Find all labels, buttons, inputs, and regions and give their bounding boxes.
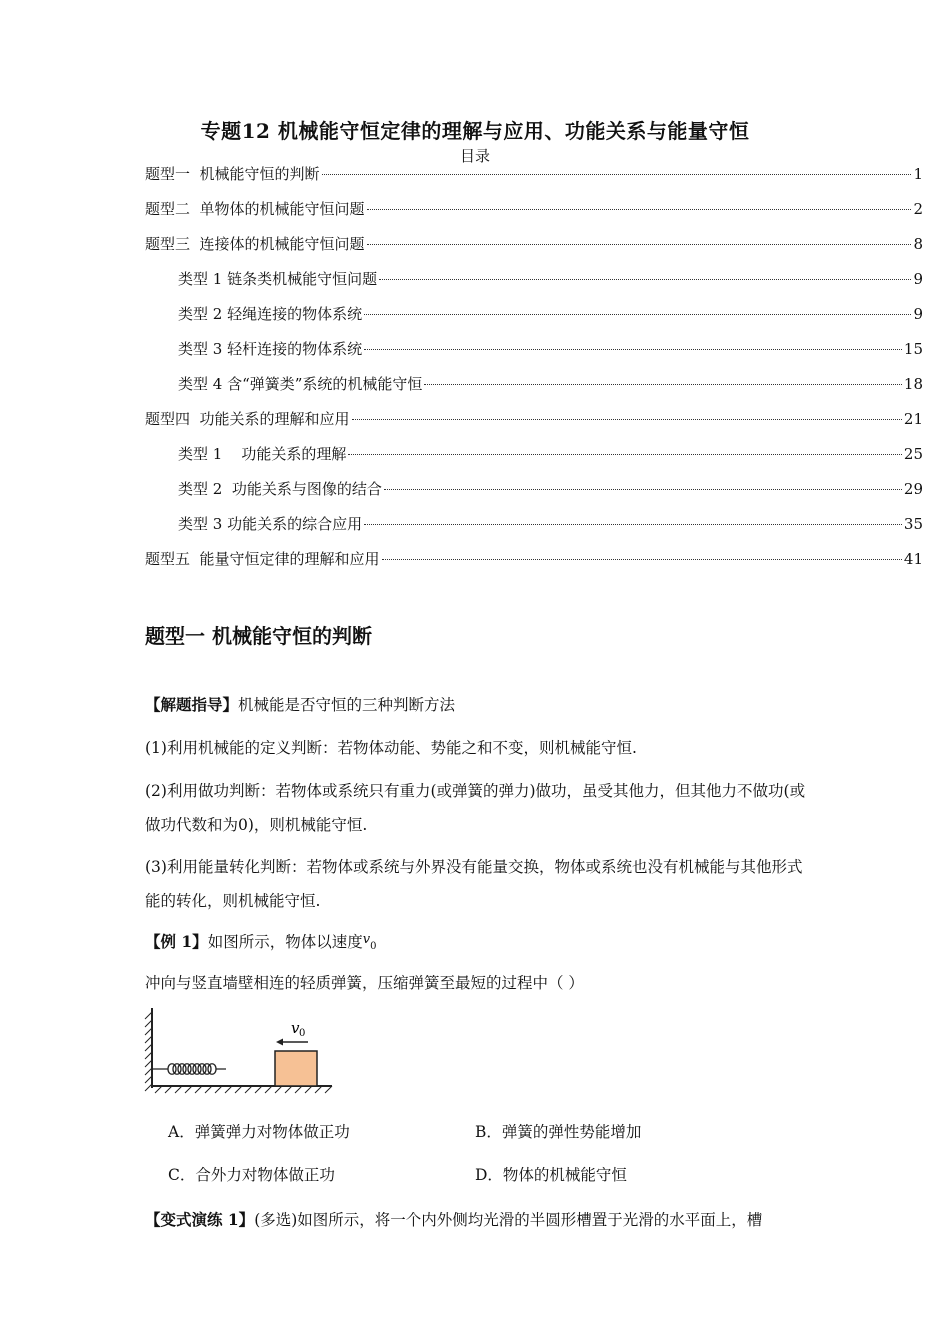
velocity-subscript: 0 (370, 941, 377, 953)
toc-subentry[interactable] (178, 303, 923, 327)
toc-leader-dots (364, 314, 911, 315)
spring-block-diagram (140, 1000, 340, 1095)
toc-entry-label: 题型四 功能关系的理解和应用 (145, 410, 350, 428)
toc-leader-dots (364, 524, 902, 525)
block (275, 1051, 317, 1086)
toc-entry-label: 类型 2 功能关系与图像的结合 (178, 480, 382, 498)
velocity-label-subscript: 0 (299, 1028, 306, 1039)
example-text-before: 如图所示，物体以速度 (207, 933, 363, 951)
toc-leader-dots (367, 209, 912, 210)
method-3: (3)利用能量转化判断：若物体或系统与外界没有能量交换，物体或系统也没有机械能与其他形式能的转化，则机械能守恒. (145, 858, 803, 910)
toc-leader-dots (367, 244, 912, 245)
variant-bracket-label: 【变式演练 1】 (145, 1210, 255, 1229)
document-title: 专题12 机械能守恒定律的理解与应用、功能关系与能量守恒 (200, 119, 750, 143)
toc-page-number: 9 (913, 305, 923, 323)
toc-page-number: 9 (913, 270, 923, 288)
toc-leader-dots (364, 349, 902, 350)
toc-leader-dots (352, 419, 902, 420)
toc-entry-label: 类型 3 轻杆连接的物体系统 (178, 340, 363, 358)
variant-exercise-1 (145, 1203, 825, 1237)
toc-entry-label: 题型五 能量守恒定律的理解和应用 (145, 550, 380, 568)
toc-page-number: 41 (903, 550, 923, 568)
toc-leader-dots (424, 384, 901, 385)
method-2: (2)利用做功判断：若物体或系统只有重力(或弹簧的弹力)做功，虽受其他力，但其他力不做功(或做功代数和为0)，则机械能守恒. (145, 782, 806, 834)
toc-page-number: 25 (903, 445, 923, 463)
toc-page-number: 18 (903, 375, 923, 393)
toc-leader-dots (348, 454, 902, 455)
toc-entry-label: 类型 1 功能关系的理解 (178, 445, 347, 463)
floor-hatching (155, 1086, 332, 1093)
toc-subentry[interactable] (178, 478, 923, 502)
toc-entry-label: 题型一 机械能守恒的判断 (145, 165, 320, 183)
example-1-question (145, 925, 815, 1000)
toc-subentry[interactable] (178, 443, 923, 467)
velocity-label: v (291, 1019, 300, 1037)
toc-leader-dots (379, 279, 911, 280)
choice-a[interactable]: A．弹簧弹力对物体做正功 (168, 1123, 350, 1141)
choice-d[interactable]: D．物体的机械能守恒 (475, 1166, 627, 1184)
wall-hatching (145, 1012, 152, 1091)
velocity-arrowhead (276, 1039, 283, 1046)
toc-subentry[interactable] (178, 373, 923, 397)
spring-coil (152, 1064, 226, 1075)
toc-page-number: 15 (903, 340, 923, 358)
toc-page-number: 35 (903, 515, 923, 533)
toc-entry-label: 类型 3 功能关系的综合应用 (178, 515, 363, 533)
toc-page-number: 2 (913, 200, 923, 218)
toc-page-number: 21 (903, 410, 923, 428)
toc-entry-label: 题型二 单物体的机械能守恒问题 (145, 200, 365, 218)
toc-heading: 目录 (459, 147, 490, 165)
section-heading: 题型一 机械能守恒的判断 (145, 624, 372, 648)
choice-c[interactable]: C．合外力对物体做正功 (168, 1166, 335, 1184)
toc-page-number: 29 (903, 480, 923, 498)
toc-entry[interactable] (145, 548, 923, 572)
toc-subentry[interactable] (178, 268, 923, 292)
toc-entry[interactable] (145, 233, 923, 257)
toc-page-number: 1 (913, 165, 923, 183)
toc-entry-label: 类型 2 轻绳连接的物体系统 (178, 305, 363, 323)
choice-b[interactable]: B．弹簧的弹性势能增加 (475, 1123, 642, 1141)
toc-entry-label: 题型三 连接体的机械能守恒问题 (145, 235, 365, 253)
toc-entry-label: 类型 4 含“弹簧类”系统的机械能守恒 (178, 375, 423, 393)
toc-entry[interactable] (145, 408, 923, 432)
toc-page-number: 8 (913, 235, 923, 253)
variant-text: (多选)如图所示，将一个内外侧均光滑的半圆形槽置于光滑的水平面上，槽 (254, 1211, 763, 1229)
toc-leader-dots (384, 489, 902, 490)
toc-leader-dots (322, 174, 912, 175)
guide-bracket-label: 【解题指导】 (145, 695, 239, 714)
toc-subentry[interactable] (178, 513, 923, 537)
toc-entry[interactable] (145, 163, 923, 187)
toc-subentry[interactable] (178, 338, 923, 362)
toc-entry[interactable] (145, 198, 923, 222)
toc-leader-dots (382, 559, 902, 560)
guide-text: 机械能是否守恒的三种判断方法 (238, 696, 456, 714)
solution-guide (145, 688, 815, 722)
velocity-symbol: v (362, 932, 371, 947)
toc-entry-label: 类型 1 链条类机械能守恒问题 (178, 270, 378, 288)
method-1: (1)利用机械能的定义判断：若物体动能、势能之和不变，则机械能守恒. (145, 739, 637, 757)
example-bracket-label: 【例 1】 (145, 932, 208, 951)
example-text-after: 冲向与竖直墙壁相连的轻质弹簧，压缩弹簧至最短的过程中（ ） (145, 974, 584, 993)
